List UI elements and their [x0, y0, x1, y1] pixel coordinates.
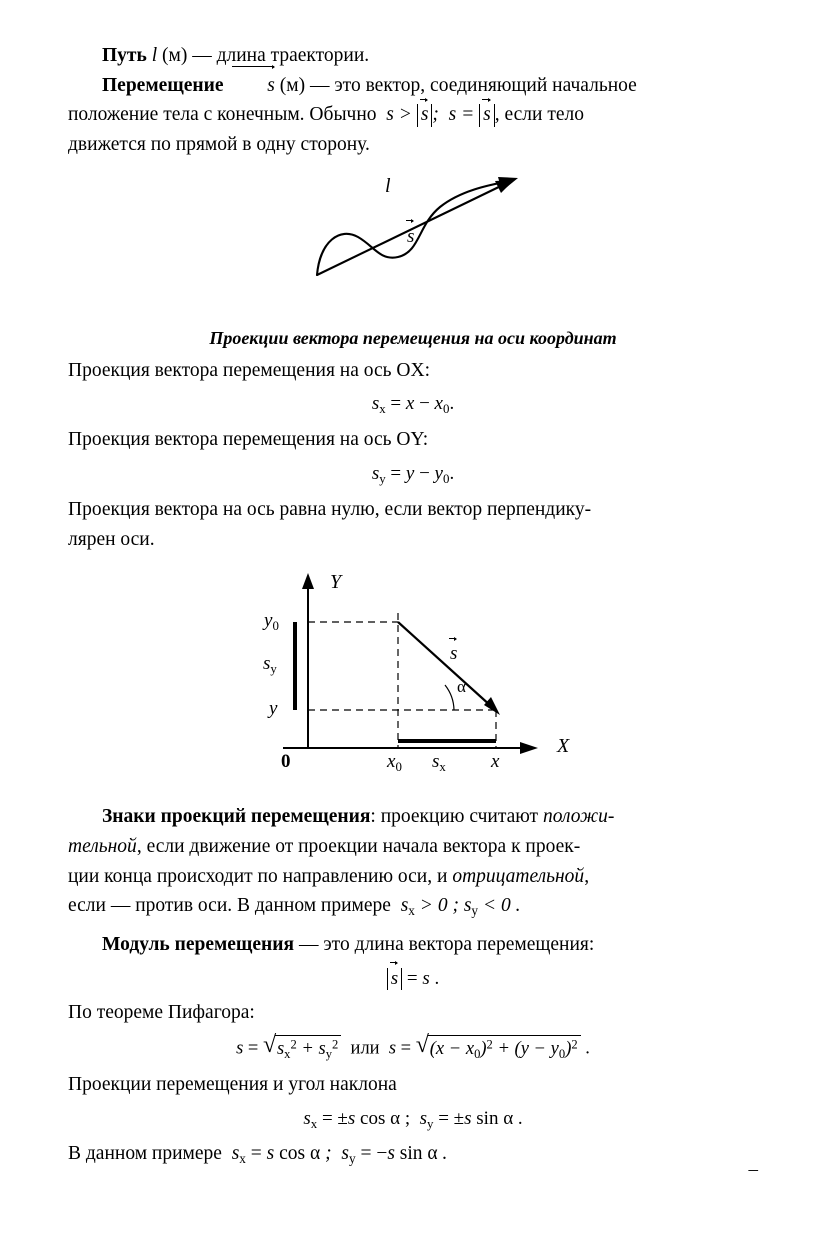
text-displacement-1: — это вектор, соединяющий начальное — [309, 74, 637, 96]
text-projection-oy: Проекция вектора перемещения на ось OY: — [68, 429, 429, 451]
axes-figure — [68, 565, 758, 795]
relation-sx-positive: $s_x > 0$ ; — [400, 895, 459, 919]
paragraph-displacement-definition — [68, 72, 758, 100]
line-projection-ox — [68, 357, 758, 385]
label-sy: $s_y$ — [263, 653, 277, 677]
text-displacement-4: движется по прямой в одну сторону. — [68, 134, 370, 156]
formula-pythagoras: s = √ $s_x^2 + s_y^2$ или s = √ $(x - x_0)^2 + (y - y_0)^2$ . — [68, 1035, 758, 1061]
example-sx: $s_x = s$ cos α ; — [231, 1143, 332, 1167]
text-signs-italic-1: положи- — [542, 806, 615, 828]
heading-projections: Проекции вектора перемещения на оси координат — [209, 327, 617, 348]
symbol-path: l — [151, 45, 158, 66]
label-path-l: l — [385, 174, 391, 197]
page-content — [68, 42, 758, 1171]
formula-sx: $s_x = x - x_0$. — [371, 393, 455, 417]
label-x: x — [491, 751, 500, 773]
sqrt-left: √ $s_x^2 + s_y^2$ — [263, 1035, 341, 1061]
label-axis-y: Y — [330, 571, 342, 594]
formula-modulus: s = s . — [68, 968, 758, 990]
paragraph-modulus — [68, 931, 758, 959]
text-or: или — [350, 1039, 380, 1060]
text-angle-projections: Проекции перемещения и угол наклона — [68, 1073, 397, 1095]
text-signs-4: , — [584, 865, 590, 887]
text-signs-italic-2: тельной — [68, 835, 137, 857]
label-axis-x: X — [557, 735, 570, 758]
text-signs-3: ции конца происходит по направлению оси, и — [68, 865, 453, 887]
label-sx: $s_x$ — [432, 751, 446, 775]
formula-sy: $s_y = y - y_0$. — [371, 463, 455, 486]
paragraph-displacement-last — [68, 131, 758, 159]
label-angle-alpha: α — [457, 677, 466, 697]
relation-l-greater: s > s ; — [386, 104, 439, 126]
paragraph-signs-3 — [68, 863, 758, 891]
text-modulus: — это длина вектора перемещения: — [298, 934, 595, 956]
line-pythagoras — [68, 999, 758, 1027]
relation-sy-negative: $s_y < 0$ . — [463, 895, 521, 919]
formula-angle-projections: $s_x = \pm s$ cos α ; $s_y = \pm s$ sin α . — [303, 1107, 523, 1131]
paragraph-signs-1 — [68, 803, 758, 831]
text-displacement-2: положение тела с конечным. Обычно — [68, 104, 377, 126]
text-example: В данном примере — [68, 1143, 222, 1165]
text-pythagoras: По теореме Пифагора: — [68, 1001, 255, 1023]
term-modulus: Модуль перемещения — [102, 934, 295, 956]
line-example — [68, 1140, 758, 1169]
text-zero-rule-2: лярен оси. — [68, 528, 155, 550]
unit-displacement: (м) — [279, 74, 306, 96]
example-sy: $s_y = -s$ sin α . — [341, 1143, 448, 1167]
footer-mark: – — [748, 1159, 758, 1180]
label-vector-s: s — [450, 643, 458, 665]
line-angle-projections — [68, 1071, 758, 1099]
label-displacement-s: s — [407, 225, 415, 247]
text-displacement-3: если тело — [504, 104, 585, 126]
paragraph-path-definition — [68, 42, 758, 70]
line-projection-oy — [68, 426, 758, 454]
text-signs-2: , если движение от проекции начала вектора к проек- — [136, 835, 581, 857]
trajectory-figure — [68, 165, 758, 300]
line-zero-projection-1 — [68, 496, 758, 524]
term-path: Путь — [102, 45, 147, 66]
text-signs-1: : проекцию считают — [370, 806, 543, 828]
label-y: y — [269, 698, 278, 720]
text-signs-5: если — против оси. В данном примере — [68, 895, 391, 917]
paragraph-displacement-continued — [68, 101, 758, 129]
line-zero-projection-2 — [68, 526, 758, 554]
text-path-definition: — длина траектории. — [192, 45, 370, 66]
text-projection-ox: Проекция вектора перемещения на ось OX: — [68, 359, 431, 381]
sqrt-right: √ $(x - x_0)^2 + (y - y_0)^2$ — [416, 1035, 581, 1061]
label-x0: $x_0$ — [387, 751, 402, 775]
term-signs: Знаки проекций перемещения — [102, 806, 371, 828]
relation-l-equal: s = s , — [448, 104, 500, 126]
paragraph-signs-2 — [68, 833, 758, 861]
label-origin: 0 — [281, 751, 291, 773]
text-zero-rule-1: Проекция вектора на ось равна нулю, если вектор перпендику- — [68, 498, 592, 520]
label-y0: $y_0$ — [264, 610, 279, 634]
unit-path: (м) — [161, 45, 188, 66]
axes-figure-svg — [68, 565, 758, 795]
paragraph-signs-4 — [68, 892, 758, 921]
text-signs-italic-3: отрицательной — [452, 865, 585, 887]
term-displacement: Перемещение — [102, 74, 224, 96]
symbol-displacement-vector: s — [233, 72, 275, 100]
